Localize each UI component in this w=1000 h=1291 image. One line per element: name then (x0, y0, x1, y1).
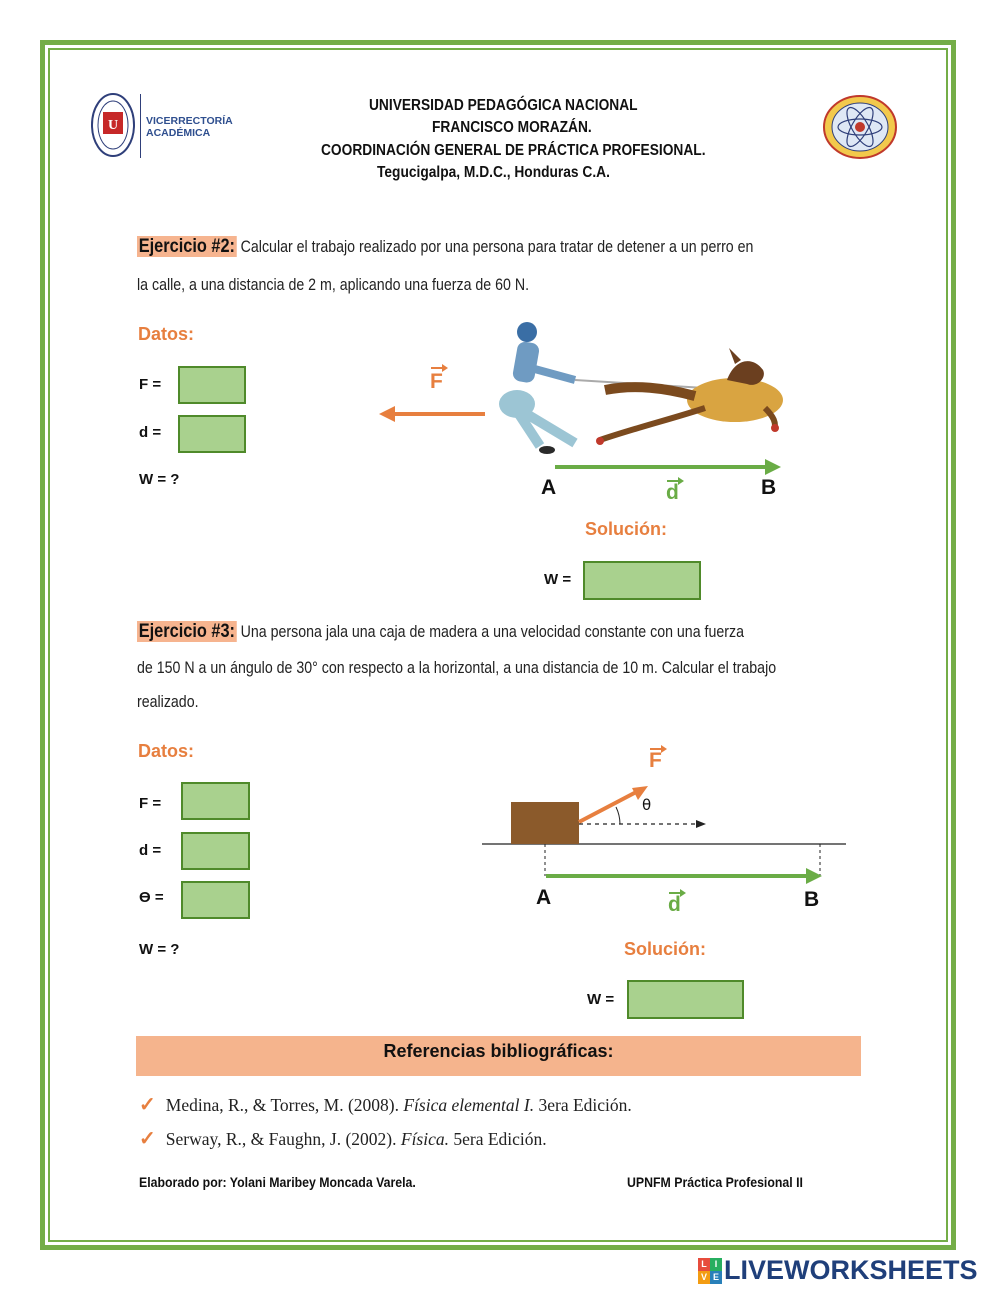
ex2-d-input[interactable] (178, 415, 246, 453)
university-seal-logo (90, 92, 136, 158)
header-line-4: Tegucigalpa, M.D.C., Honduras C.A. (377, 164, 610, 181)
ex3-f-label: F = (139, 795, 162, 812)
ex2-paragraph-line1 (137, 236, 753, 258)
ex2-w-label: W = ? (139, 471, 180, 488)
ex2-point-b: B (761, 476, 777, 499)
references-title: Referencias bibliográficas: (383, 1041, 614, 1061)
ex2-force-vector-label (429, 360, 449, 393)
header-line-2: FRANCISCO MORAZÁN. (432, 119, 592, 136)
ex3-point-b: B (804, 888, 820, 911)
logo-divider (140, 94, 141, 158)
science-seal-logo (822, 94, 898, 160)
reference-item (139, 1126, 547, 1151)
ex3-text2: de 150 N a un ángulo de 30° con respecto a la horizontal, a una distancia de 10 m. Calcular el trabajo (137, 659, 777, 677)
badge-letter: I (710, 1258, 722, 1271)
ex2-f-label: F = (139, 376, 162, 393)
checkmark-icon: ✓ (139, 1128, 156, 1150)
logo-text-line2: ACADÉMICA (146, 127, 211, 139)
ref2-title: Física. (400, 1129, 449, 1149)
ex3-theta-input[interactable] (181, 881, 250, 919)
ref1-edition: 3era Edición. (534, 1095, 632, 1115)
ref1-title: Física elemental I. (403, 1095, 535, 1115)
ex2-force-letter: F (430, 370, 443, 393)
ex3-title: Ejercicio #3: (138, 621, 235, 642)
ex3-theta-symbol: θ (642, 796, 652, 814)
ex3-text3: realizado. (137, 693, 199, 711)
ex3-theta-label: ϴ = (139, 889, 164, 906)
ex3-w-eq-label: W = (587, 991, 615, 1008)
badge-letter: E (710, 1271, 722, 1284)
ex3-w-label: W = ? (139, 941, 180, 958)
ex3-d-input[interactable] (181, 832, 250, 870)
ex2-text1: Calcular el trabajo realizado por una persona para tratar de detener a un perro en (240, 238, 754, 256)
ex3-d-vector-label (667, 885, 687, 916)
ex3-f-input[interactable] (181, 782, 250, 820)
badge-letter: L (698, 1258, 710, 1271)
ex2-d-letter: d (666, 481, 679, 504)
ex2-title: Ejercicio #2: (138, 236, 235, 257)
svg-text:U: U (107, 118, 119, 133)
reference-item (139, 1092, 632, 1117)
vicerrectoria-logo-text (146, 115, 233, 139)
logo-text-line1: VICERRECTORÍA (146, 115, 233, 127)
ex2-d-label: d = (139, 424, 162, 441)
ex3-force-vector-label (648, 741, 668, 772)
ref2-edition: 5era Edición. (449, 1129, 547, 1149)
ex2-d-vector-label (665, 473, 685, 504)
ex3-paragraph-line1 (137, 621, 744, 643)
ex3-datos-label: Datos: (138, 741, 195, 761)
ex2-f-input[interactable] (178, 366, 246, 404)
ex2-solucion-label: Solución: (585, 519, 667, 539)
ex3-d-letter: d (668, 893, 681, 916)
ex3-point-a: A (536, 886, 552, 909)
ex3-w-input[interactable] (627, 980, 744, 1019)
badge-letter: V (698, 1271, 710, 1284)
ex3-displacement-arrow (546, 868, 826, 884)
ref2-authors: Serway, R., & Faughn, J. (2002). (165, 1129, 401, 1149)
footer-course: UPNFM Práctica Profesional II (627, 1174, 803, 1190)
ex2-point-a: A (541, 476, 557, 499)
liveworksheets-brand: LIVEWORKSHEETS (724, 1255, 978, 1285)
ex2-datos-label: Datos: (138, 324, 195, 344)
ex3-solucion-label: Solución: (624, 939, 706, 959)
ex3-d-label: d = (139, 842, 162, 859)
header-line-1: UNIVERSIDAD PEDAGÓGICA NACIONAL (369, 97, 638, 114)
ex3-force-letter: F (649, 749, 662, 772)
footer-author: Elaborado por: Yolani Maribey Moncada Varela. (139, 1174, 416, 1190)
ex2-w-input[interactable] (583, 561, 701, 600)
checkmark-icon: ✓ (139, 1094, 156, 1116)
ref1-authors: Medina, R., & Torres, M. (2008). (165, 1095, 404, 1115)
ex2-text2: la calle, a una distancia de 2 m, aplicando una fuerza de 60 N. (137, 276, 530, 294)
ex3-text1: Una persona jala una caja de madera a una velocidad constante con una fuerza (240, 623, 744, 641)
ex2-w-eq-label: W = (544, 571, 572, 588)
liveworksheets-badge-icon (698, 1258, 722, 1284)
header-line-3: COORDINACIÓN GENERAL DE PRÁCTICA PROFESIONAL. (321, 142, 706, 159)
